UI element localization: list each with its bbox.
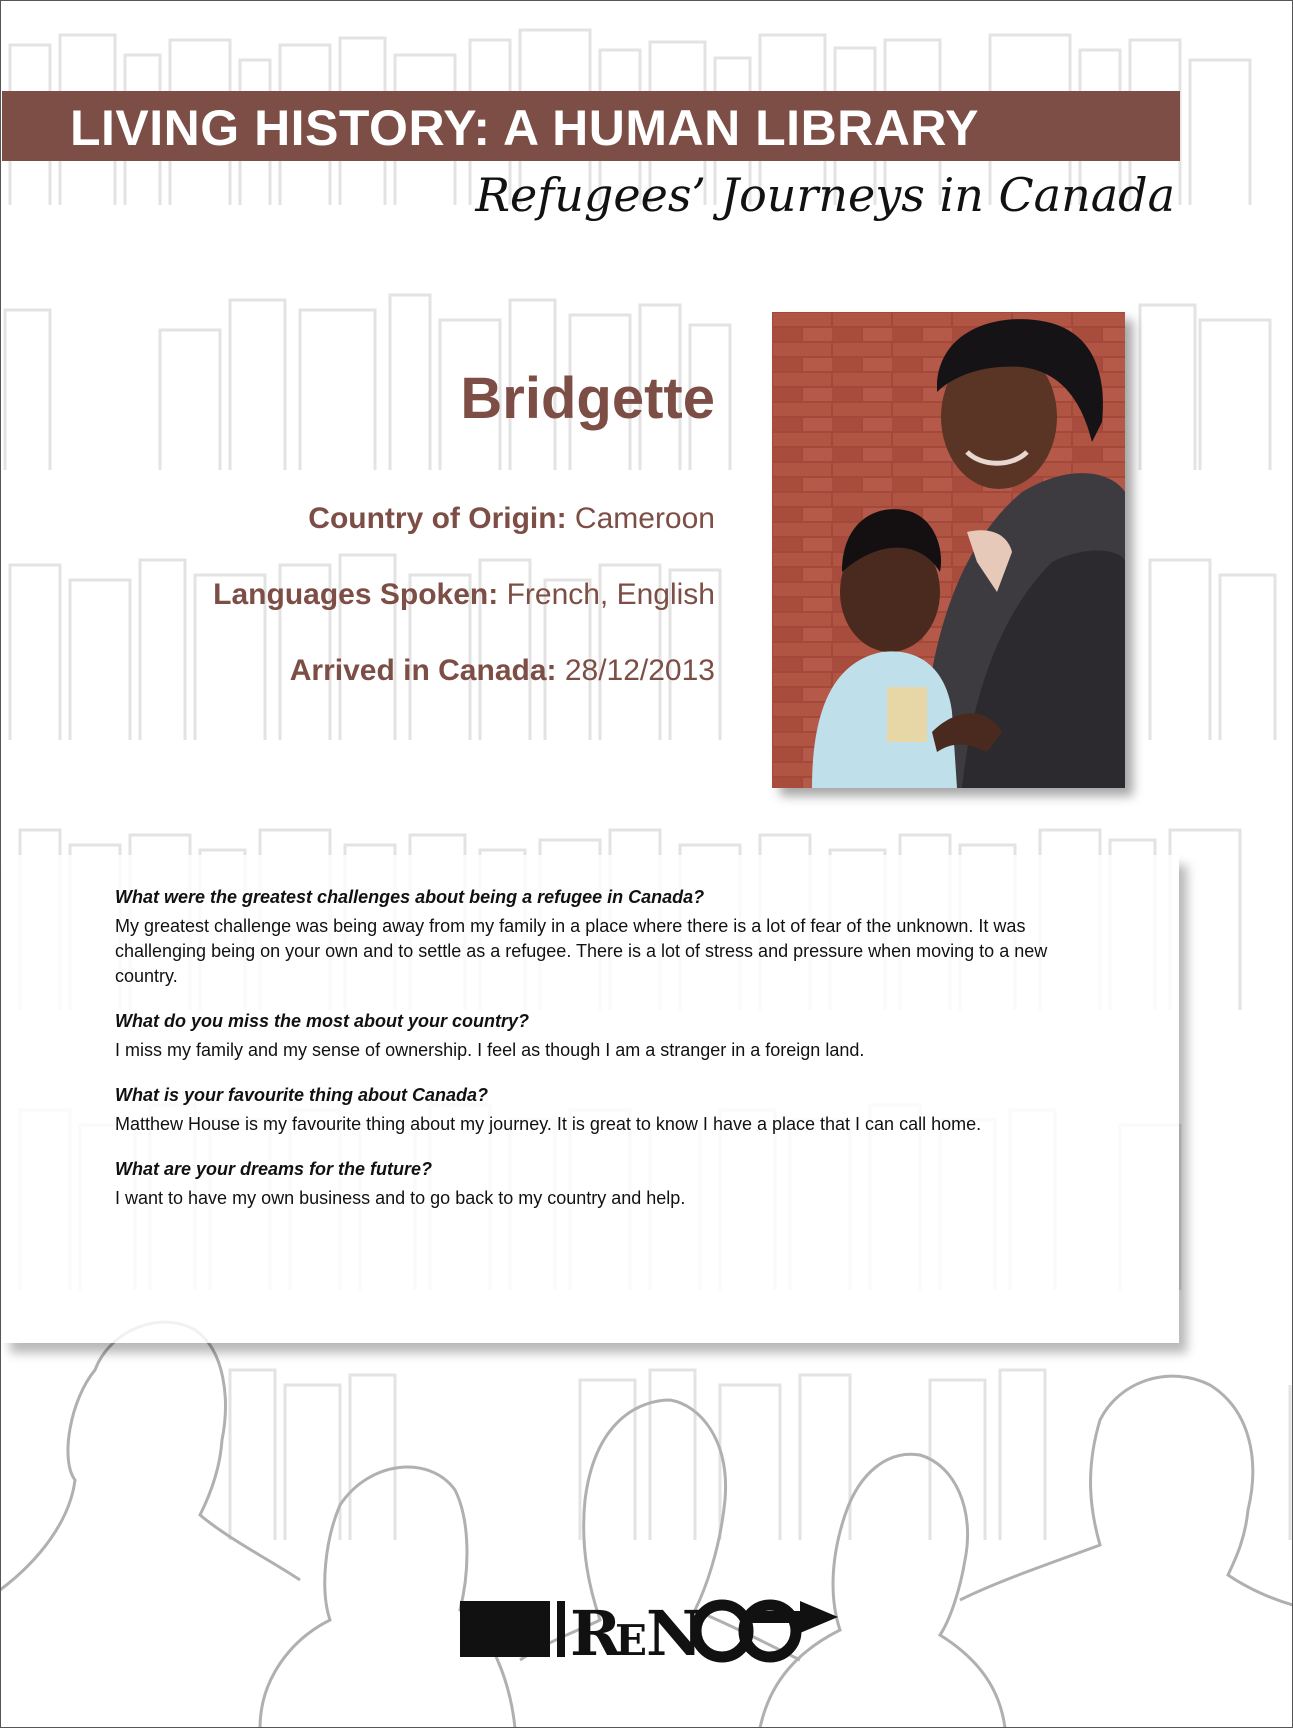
question: What do you miss the most about your country? [115, 1011, 530, 1031]
title-banner [2, 91, 1180, 161]
fact-value: 28/12/2013 [564, 654, 715, 687]
renoo-logo [460, 1593, 840, 1668]
answer: I want to have my own business and to go back to my country and help. [115, 1188, 686, 1208]
page-subtitle: Refugees’ Journeys in Canada [475, 168, 1175, 222]
svg-text:N: N [646, 1597, 703, 1663]
answer: My greatest challenge was being away from my family in a place where there is a lot of fear of the unknown. It was challenging being on your own and to settle as a refugee. There is a lot of stress and pressure when moving to a new country. [115, 916, 1048, 986]
page-title: LIVING HISTORY: A HUMAN LIBRARY [70, 100, 980, 156]
question: What is your favourite thing about Canada? [115, 1085, 489, 1105]
fact-label: Arrived in Canada: [289, 654, 557, 687]
logo-mark [460, 1593, 840, 1663]
fact-languages [213, 578, 715, 612]
profile-name: Bridgette [460, 366, 715, 431]
fact-label: Country of Origin: [308, 502, 567, 535]
fact-label: Languages Spoken: [213, 578, 499, 611]
answer: Matthew House is my favourite thing about my journey. It is great to know I have a place that I can call home. [115, 1114, 982, 1134]
portrait-illustration [772, 312, 1125, 788]
fact-arrival [213, 654, 715, 688]
profile-info [213, 365, 715, 730]
interview-qa [115, 887, 1075, 1233]
svg-text:R: R [570, 1597, 622, 1663]
question: What are your dreams for the future? [115, 1159, 433, 1179]
answer: I miss my family and my sense of ownership. I feel as though I am a stranger in a foreign land. [115, 1040, 865, 1060]
svg-text:E: E [615, 1616, 648, 1663]
fact-value: Cameroon [574, 502, 715, 535]
portrait-photo [772, 312, 1125, 788]
fact-country [213, 502, 715, 536]
fact-value: French, English [506, 578, 715, 611]
question: What were the greatest challenges about being a refugee in Canada? [115, 887, 705, 907]
